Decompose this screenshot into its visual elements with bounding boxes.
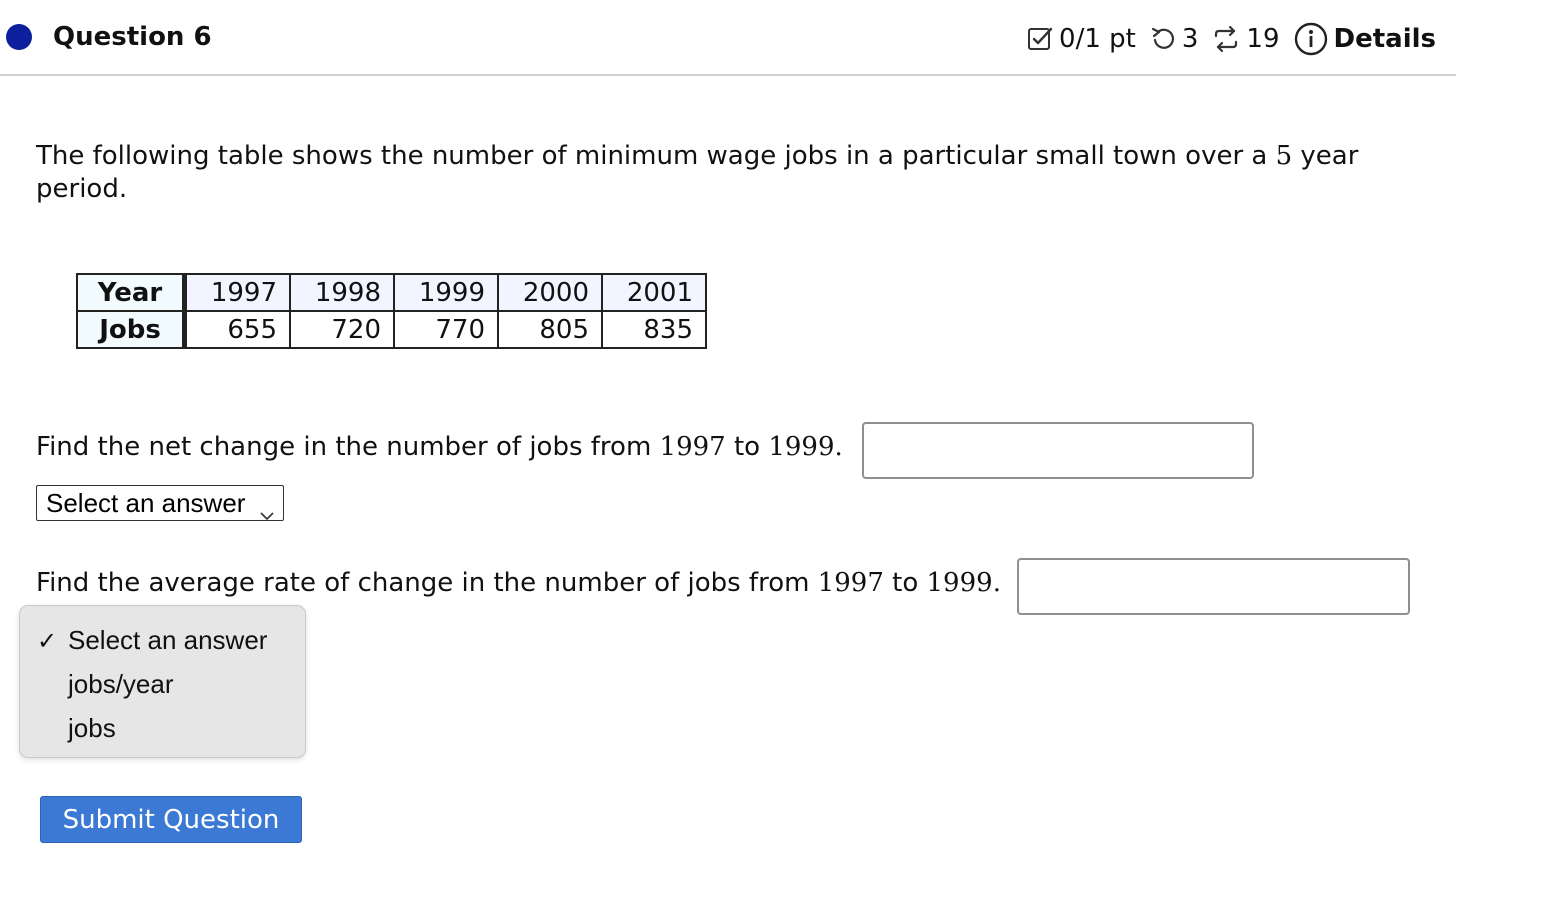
units-dropdown-menu	[19, 605, 306, 758]
q2-text-mid: to	[883, 568, 927, 598]
dropdown-option-label[interactable]: Select an answer	[68, 624, 268, 655]
intro-text-before: The following table shows the number of minimum wage jobs in a particular small town over a	[36, 141, 1276, 171]
average-rate-answer-input[interactable]	[1017, 558, 1410, 615]
table-row-label: Year	[77, 274, 185, 311]
attempts-indicator	[1150, 24, 1199, 54]
table-cell: 835	[602, 311, 706, 348]
units-select[interactable]	[36, 485, 284, 521]
question-intro	[36, 140, 1376, 206]
table-row-year	[77, 274, 706, 311]
q1-from-year: 1997	[659, 432, 726, 462]
q1-text-mid: to	[725, 432, 769, 462]
dropdown-option-jobs[interactable]	[20, 708, 305, 748]
table-cell: 1997	[185, 274, 291, 311]
data-table	[76, 273, 707, 349]
table-cell: 720	[290, 311, 394, 348]
table-row-jobs	[77, 311, 706, 348]
table-row-label: Jobs	[77, 311, 185, 348]
dropdown-option-jobs-per-year[interactable]	[20, 664, 305, 704]
dropdown-option-label[interactable]: jobs/year	[68, 668, 174, 699]
details-link[interactable]	[1294, 22, 1437, 56]
attempts-text: 3	[1181, 24, 1199, 54]
chevron-down-icon	[260, 497, 274, 528]
question-meta	[1027, 22, 1436, 56]
table-cell: 770	[394, 311, 498, 348]
dropdown-option-select-an-answer[interactable]	[20, 620, 305, 660]
score-text: 0/1 pt	[1059, 24, 1136, 54]
table-cell: 1999	[394, 274, 498, 311]
question-header	[0, 0, 1456, 76]
q2-from-year: 1997	[817, 568, 884, 598]
question-title: Question 6	[53, 22, 212, 52]
question-1-text	[36, 432, 843, 462]
table-cell: 655	[185, 311, 291, 348]
checkmark-icon: ✓	[37, 628, 58, 655]
retry-icon	[1150, 26, 1176, 52]
net-change-answer-input[interactable]	[862, 422, 1254, 479]
q2-to-year: 1999	[926, 568, 993, 598]
table-cell: 2001	[602, 274, 706, 311]
dropdown-option-label[interactable]: jobs	[68, 712, 116, 743]
q1-to-year: 1999	[768, 432, 835, 462]
info-icon	[1294, 22, 1328, 56]
details-label[interactable]: Details	[1333, 24, 1436, 54]
question-status-dot	[6, 24, 32, 50]
table-cell: 805	[498, 311, 602, 348]
q1-text-end: .	[834, 432, 843, 462]
table-cell: 1998	[290, 274, 394, 311]
submit-question-button[interactable]: Submit Question	[40, 796, 302, 843]
table-cell: 2000	[498, 274, 602, 311]
checkbox-icon	[1027, 26, 1053, 52]
units-select-value[interactable]: Select an answer	[46, 487, 246, 518]
score-indicator	[1027, 24, 1136, 54]
q1-text-before: Find the net change in the number of jobs from	[36, 432, 660, 462]
swap-icon	[1212, 25, 1240, 53]
intro-years-span: 5	[1275, 141, 1293, 171]
intro-text-after: year period.	[36, 141, 1359, 204]
q2-text-end: .	[992, 568, 1001, 598]
versions-text: 19	[1246, 24, 1280, 54]
versions-indicator	[1212, 24, 1279, 54]
question-2-text	[36, 568, 1001, 598]
q2-text-before: Find the average rate of change in the number of jobs from	[36, 568, 818, 598]
